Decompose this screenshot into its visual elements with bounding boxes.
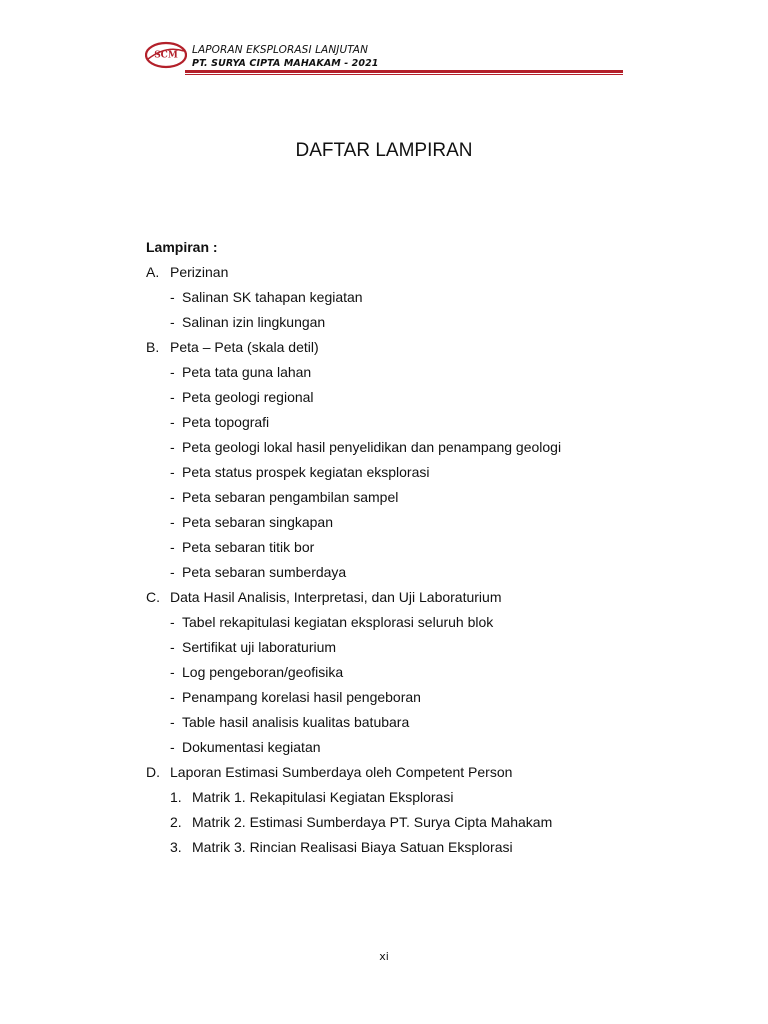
list-item-text: Matrik 2. Estimasi Sumberdaya PT. Surya Cipta Mahakam: [192, 814, 553, 830]
section-c: [146, 587, 561, 762]
list-item-text: Salinan izin lingkungan: [182, 314, 326, 330]
list-item-text: Peta sebaran titik bor: [182, 539, 315, 555]
section-letter: C.: [146, 589, 160, 605]
lampiran-heading: Lampiran :: [146, 239, 218, 255]
list-item: [146, 512, 561, 537]
dash-bullet: -: [170, 539, 175, 555]
section-label: Data Hasil Analisis, Interpretasi, dan Uji Laboraturium: [170, 589, 502, 605]
dash-bullet: -: [170, 714, 175, 730]
list-item: [146, 637, 561, 662]
section-letter: A.: [146, 264, 160, 280]
dash-bullet: -: [170, 414, 175, 430]
list-item-text: Salinan SK tahapan kegiatan: [182, 289, 363, 305]
item-number: 3.: [170, 839, 182, 855]
numbered-item: [146, 837, 561, 862]
page-title: DAFTAR LAMPIRAN: [295, 140, 473, 161]
section-header: [146, 587, 561, 612]
numbered-item: [146, 787, 561, 812]
list-item-text: Peta status prospek kegiatan eksplorasi: [182, 464, 430, 480]
list-item-text: Penampang korelasi hasil pengeboran: [182, 689, 421, 705]
list-item-text: Log pengeboran/geofisika: [182, 664, 344, 680]
dash-bullet: -: [170, 689, 175, 705]
page-header: [145, 40, 623, 76]
dash-bullet: -: [170, 614, 175, 630]
dash-bullet: -: [170, 739, 175, 755]
dash-bullet: -: [170, 389, 175, 405]
list-item-text: Peta sebaran sumberdaya: [182, 564, 347, 580]
list-item-text: Table hasil analisis kualitas batubara: [182, 714, 410, 730]
list-item-text: Peta geologi lokal hasil penyelidikan dan penampang geologi: [182, 439, 562, 455]
header-company-name: PT. SURYA CIPTA MAHAKAM - 2021: [192, 58, 379, 69]
list-item-text: Tabel rekapitulasi kegiatan eksplorasi seluruh blok: [182, 614, 494, 630]
section-d: [146, 762, 561, 862]
section-label: Perizinan: [170, 264, 229, 280]
section-a: [146, 262, 561, 337]
list-item: [146, 312, 561, 337]
dash-bullet: -: [170, 464, 175, 480]
section-label: Peta – Peta (skala detil): [170, 339, 319, 355]
dash-bullet: -: [170, 564, 175, 580]
dash-bullet: -: [170, 639, 175, 655]
section-header: [146, 337, 561, 362]
header-rule-thick: [185, 70, 623, 73]
list-item-text: Peta tata guna lahan: [182, 364, 312, 380]
list-item-text: Peta geologi regional: [182, 389, 314, 405]
section-label: Laporan Estimasi Sumberdaya oleh Competent Person: [170, 764, 513, 780]
section-b: [146, 337, 561, 587]
list-item-text: Sertifikat uji laboraturium: [182, 639, 337, 655]
header-text: [192, 43, 379, 71]
list-item: [146, 287, 561, 312]
header-rule-thin: [185, 74, 623, 75]
list-item: [146, 687, 561, 712]
dash-bullet: -: [170, 664, 175, 680]
list-item: [146, 712, 561, 737]
dash-bullet: -: [170, 489, 175, 505]
list-item: [146, 487, 561, 512]
list-item: [146, 412, 561, 437]
list-item: [146, 562, 561, 587]
list-item-text: Peta sebaran pengambilan sampel: [182, 489, 399, 505]
list-item: [146, 462, 561, 487]
list-item: [146, 662, 561, 687]
item-number: 1.: [170, 789, 182, 805]
list-item: [146, 612, 561, 637]
list-item-text: Matrik 3. Rincian Realisasi Biaya Satuan Eksplorasi: [192, 839, 513, 855]
list-item-text: Peta topografi: [182, 414, 270, 430]
company-logo-icon: [145, 40, 187, 70]
list-item-text: Peta sebaran singkapan: [182, 514, 333, 530]
list-item: [146, 437, 561, 462]
logo-text: SCM: [154, 50, 178, 61]
list-item: [146, 737, 561, 762]
dash-bullet: -: [170, 514, 175, 530]
dash-bullet: -: [170, 314, 175, 330]
dash-bullet: -: [170, 439, 175, 455]
section-letter: D.: [146, 764, 160, 780]
list-item: [146, 537, 561, 562]
page-number: xi: [379, 950, 389, 963]
list-item-text: Dokumentasi kegiatan: [182, 739, 321, 755]
list-item: [146, 387, 561, 412]
numbered-item: [146, 812, 561, 837]
list-item-text: Matrik 1. Rekapitulasi Kegiatan Eksplorasi: [192, 789, 454, 805]
item-number: 2.: [170, 814, 182, 830]
appendix-list: [146, 237, 561, 862]
section-header: [146, 762, 561, 787]
section-header: [146, 262, 561, 287]
header-report-title: LAPORAN EKSPLORASI LANJUTAN: [192, 44, 369, 56]
section-letter: B.: [146, 339, 160, 355]
list-item: [146, 362, 561, 387]
dash-bullet: -: [170, 364, 175, 380]
dash-bullet: -: [170, 289, 175, 305]
